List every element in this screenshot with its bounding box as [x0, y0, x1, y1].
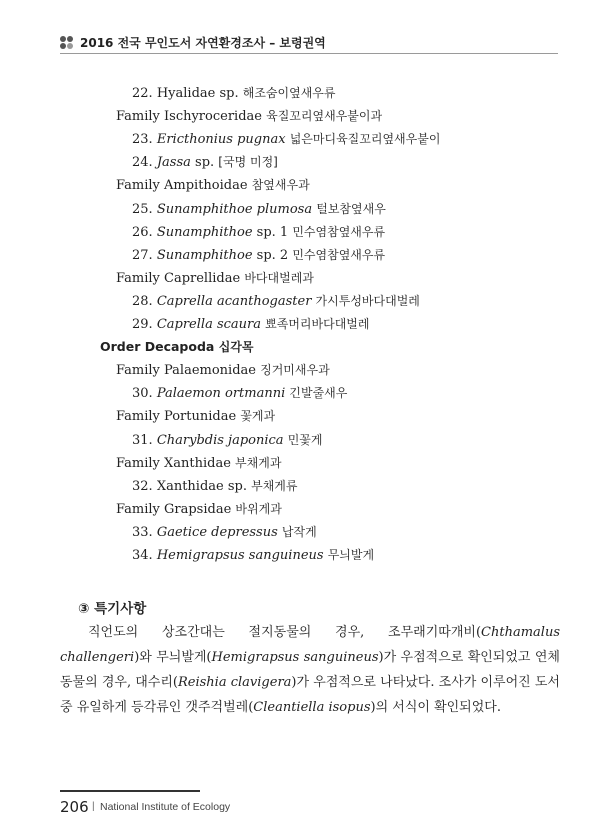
family-entry: [116, 107, 382, 126]
entry-number: 30.: [132, 386, 153, 402]
korean-name: 가시투성바다대벌레: [315, 293, 420, 308]
entry-number: 29.: [132, 317, 153, 332]
scientific-name: Order Decapoda: [100, 339, 215, 355]
order-entry: [100, 338, 254, 356]
scientific-name: Family Portunidae: [116, 409, 237, 425]
korean-name: 민수염참옆새우류: [292, 224, 386, 239]
entry-number: 23.: [132, 132, 153, 148]
paragraph-text: )가 우점적으로 확인되었고 연체동물의 경우, 대수리(: [60, 650, 560, 690]
entry-number: 31.: [132, 432, 153, 448]
scientific-name: Sunamphithoe: [156, 247, 253, 263]
footer-institution: National Institute of Ecology: [100, 801, 231, 813]
species-entry: [132, 153, 278, 172]
entry-number: 24.: [132, 155, 153, 171]
page-footer: [0, 790, 616, 820]
scientific-name: Caprella acanthogaster: [156, 293, 312, 309]
dots-logo-icon: [60, 36, 74, 50]
family-entry: [116, 500, 282, 519]
scientific-name: Family Palaemonidae: [116, 363, 256, 379]
paragraph-text: )가 우점적으로 나타났다. 조사가 이루어진 도서 중 유일하게 등각류인 갯주걱벌레(: [60, 675, 560, 715]
section-heading: ③ 특기사항: [78, 601, 147, 617]
korean-name: 무늬발게: [327, 548, 375, 562]
scientific-name: Ericthonius pugnax: [156, 132, 286, 148]
scientific-name: Jassa: [156, 155, 191, 171]
species-entry: [132, 130, 440, 149]
family-entry: [116, 454, 281, 473]
species-entry: [132, 200, 386, 219]
entry-number: 27.: [132, 247, 153, 263]
footer-separator: |: [92, 801, 95, 812]
korean-name: 십각목: [218, 340, 254, 355]
name-suffix: sp. 2: [252, 247, 289, 263]
entry-number: 26.: [132, 224, 153, 240]
scientific-name: Xanthidae sp.: [156, 478, 247, 494]
korean-name: 넓은마디육질꼬리옆새우붙이: [289, 132, 441, 147]
entry-number: 28.: [132, 293, 153, 309]
remarks-paragraph: [60, 620, 560, 720]
species-entry: [132, 246, 385, 265]
scientific-name: Family Caprellidae: [116, 270, 241, 286]
species-entry: [132, 315, 369, 334]
korean-name: 털보참옆새우: [316, 201, 386, 216]
korean-name: 뾰족머리바다대벌레: [265, 317, 370, 331]
scientific-name: Family Grapsidae: [116, 501, 232, 517]
scientific-name: Caprella scaura: [156, 317, 261, 332]
footer-rule: [60, 790, 200, 792]
scientific-name: Family Ampithoidae: [116, 178, 248, 194]
scientific-name: Gaetice depressus: [156, 524, 278, 540]
family-entry: [116, 176, 310, 195]
korean-name: 부채게과: [235, 455, 282, 470]
header-rule: [60, 53, 558, 54]
species-entry: [132, 223, 385, 242]
korean-name: 바위게과: [235, 501, 282, 516]
scientific-name: Sunamphithoe: [156, 224, 253, 240]
entry-number: 32.: [132, 478, 153, 494]
scientific-name: Hemigrapsus sanguineus: [156, 548, 324, 563]
korean-name: 바다대벌레과: [244, 270, 314, 285]
korean-name: 긴발줄새우: [289, 386, 348, 401]
scientific-name: Family Ischyroceridae: [116, 109, 262, 125]
paragraph-scientific-name: Hemigrapsus sanguineus: [211, 650, 379, 665]
entry-number: 25.: [132, 201, 153, 217]
family-entry: [116, 361, 330, 380]
korean-name: 꽃게과: [240, 409, 276, 424]
species-entry: [132, 546, 374, 565]
species-entry: [132, 384, 347, 403]
scientific-name: Family Xanthidae: [116, 455, 231, 471]
species-entry: [132, 431, 322, 450]
korean-name: 민수염참옆새우류: [292, 247, 386, 262]
korean-name: [국명 미정]: [218, 155, 278, 170]
species-entry: [132, 292, 420, 311]
paragraph-scientific-name: Chthamalus challengeri: [60, 625, 560, 665]
family-entry: [116, 269, 314, 288]
species-entry: [132, 477, 298, 496]
korean-name: 납작게: [281, 524, 317, 539]
family-entry: [116, 407, 275, 426]
paragraph-scientific-name: Cleantiella isopus: [253, 700, 371, 715]
korean-name: 민꽃게: [287, 432, 323, 447]
korean-name: 육질꼬리옆새우붙이과: [266, 109, 383, 124]
page-number: 206: [60, 798, 89, 816]
paragraph-text: )의 서식이 확인되었다.: [370, 700, 501, 715]
species-entry: [132, 84, 336, 103]
header-title: 2016 전국 무인도서 자연환경조사 – 보령권역: [80, 36, 326, 50]
entry-number: 22.: [132, 86, 153, 101]
korean-name: 해조숨이옆새우류: [242, 86, 336, 100]
scientific-name: Hyalidae sp.: [156, 86, 239, 101]
paragraph-text: 직언도의 상조간대는 절지동물의 경우, 조무래기따개비(: [88, 625, 482, 640]
scientific-name: Palaemon ortmanni: [156, 386, 286, 402]
name-suffix: sp. 1: [252, 224, 289, 240]
korean-name: 징거미새우과: [260, 363, 330, 378]
paragraph-scientific-name: Reishia clavigera: [177, 675, 292, 690]
paragraph-text: )와 무늬발게(: [134, 650, 212, 665]
scientific-name: Sunamphithoe plumosa: [156, 201, 313, 217]
korean-name: 참옆새우과: [251, 178, 310, 193]
entry-number: 34.: [132, 548, 153, 563]
species-entry: [132, 523, 317, 542]
entry-number: 33.: [132, 524, 153, 540]
name-suffix: sp.: [190, 155, 215, 171]
scientific-name: Charybdis japonica: [156, 432, 284, 448]
running-header: [0, 28, 616, 58]
korean-name: 부채게류: [251, 478, 298, 493]
